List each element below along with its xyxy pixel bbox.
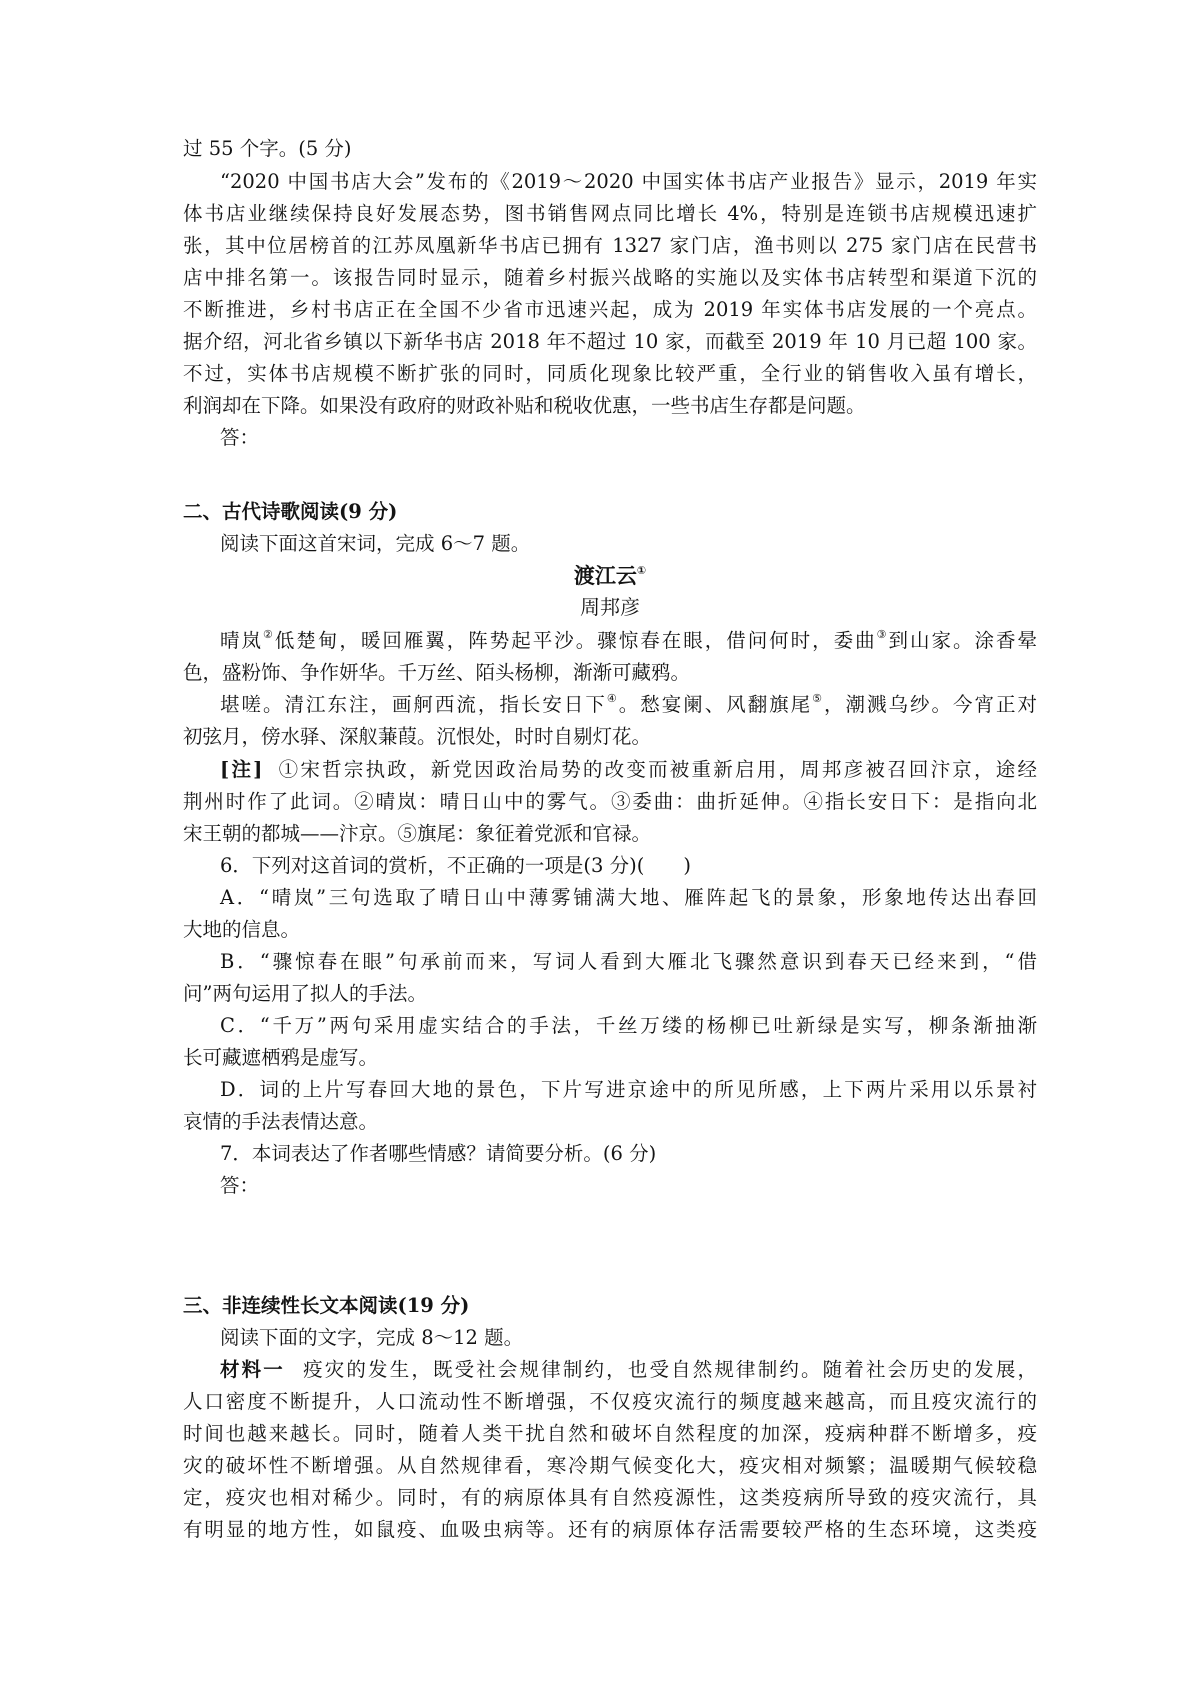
note-line: 荆州时作了此词。②晴岚：晴日山中的雾气。③委曲：曲折延伸。④指长安日下：是指向北 — [183, 790, 1037, 813]
material-label: 材料一 — [220, 1358, 285, 1381]
passage-line: “2020 中国书店大会”发布的《2019～2020 中国实体书店产业报告》显示，2019 年实 — [220, 170, 1037, 193]
note-label: [注] — [220, 758, 263, 781]
footnote-mark: ⑤ — [812, 692, 825, 705]
poem-line: 色，盛粉饰、争作妍华。千万丝、陌头杨柳，渐渐可藏鸦。 — [183, 661, 691, 684]
option-c: C．“千万”两句采用虚实结合的手法，千丝万缕的杨柳已吐新绿是实写，柳条渐抽渐 — [220, 1014, 1037, 1037]
passage-line: 体书店业继续保持良好发展态势，图书销售网点同比增长 4%，特别是连锁书店规模迅速扩 — [183, 202, 1037, 225]
poem-line — [220, 629, 1037, 655]
material-line: 时间也越来越长。同时，随着人类干扰自然和破坏自然程度的加深，疫病种群不断增多，疫 — [183, 1422, 1037, 1445]
poem-text: 晴岚 — [220, 629, 263, 652]
footnote-mark: ③ — [876, 628, 889, 641]
poem-text: ，潮溅乌纱。今宵正对 — [824, 693, 1037, 716]
footnote-mark: ① — [636, 564, 647, 577]
poem-title-text: 渡江云 — [573, 564, 637, 588]
option-d-cont: 哀情的手法表情达意。 — [183, 1110, 379, 1133]
poem-line — [220, 693, 1037, 719]
footnote-mark: ④ — [606, 692, 619, 705]
section-intro: 阅读下面的文字，完成 8～12 题。 — [220, 1326, 524, 1349]
poem-line: 初弦月，傍水驿、深舣蒹葭。沉恨处，时时自剔灯花。 — [183, 725, 652, 748]
material-line: 定，疫灾也相对稀少。同时，有的病原体具有自然疫源性，这类疫病所导致的疫灾流行，具 — [183, 1486, 1037, 1509]
option-c-cont: 长可藏遮栖鸦是虚写。 — [183, 1046, 379, 1069]
material-line: 人口密度不断提升，人口流动性不断增强，不仅疫灾流行的频度越来越高，而且疫灾流行的 — [183, 1390, 1037, 1413]
passage-line: 利润却在下降。如果没有政府的财政补贴和税收优惠，一些书店生存都是问题。 — [183, 394, 866, 417]
poem-text: 低楚甸，暖回雁翼，阵势起平沙。骤惊春在眼，借问何时，委曲 — [274, 629, 877, 652]
poem-title — [183, 564, 1037, 590]
question-7: 7．本词表达了作者哪些情感？请简要分析。(6 分) — [220, 1142, 657, 1165]
option-d: D．词的上片写春回大地的景色，下片写进京途中的所见所感，上下两片采用以乐景衬 — [220, 1078, 1037, 1101]
passage-line: 不断推进，乡村书店正在全国不少省市迅速兴起，成为 2019 年实体书店发展的一个亮点。 — [183, 298, 1037, 321]
passage-line: 店中排名第一。该报告同时显示，随着乡村振兴战略的实施以及实体书店转型和渠道下沉的 — [183, 266, 1037, 289]
passage-line: 据介绍，河北省乡镇以下新华书店 2018 年不超过 10 家，而截至 2019 年 10 月已超 100 家。 — [183, 330, 1037, 353]
note-line — [220, 758, 1037, 784]
option-b: B．“骤惊春在眼”句承前而来，写词人看到大雁北飞骤然意识到春天已经来到，“借 — [220, 950, 1037, 973]
section-intro: 阅读下面这首宋词，完成 6～7 题。 — [220, 532, 531, 555]
poem-author: 周邦彦 — [580, 595, 640, 619]
poem-text: 。愁宴阑、风翻旗尾 — [618, 693, 813, 716]
note-line: 宋王朝的都城——汴京。⑤旗尾：象征着党派和官禄。 — [183, 822, 652, 845]
passage-line: 张，其中位居榜首的江苏凤凰新华书店已拥有 1327 家门店，渔书则以 275 家门店在民营书 — [183, 234, 1037, 257]
poem-text: 到山家。涂香晕 — [888, 629, 1037, 652]
question-6: 6．下列对这首词的赏析，不正确的一项是(3 分)( ) — [220, 854, 691, 877]
question-tail: 过 55 个字。(5 分) — [183, 137, 352, 160]
option-b-cont: 问”两句运用了拟人的手法。 — [183, 982, 427, 1005]
answer-label: 答： — [220, 426, 260, 449]
poem-text: 堪嗟。清江东注，画舸西流，指长安日下 — [220, 693, 607, 716]
material-text: 疫灾的发生，既受社会规律制约，也受自然规律制约。随着社会历史的发展， — [300, 1358, 1037, 1381]
material-line — [220, 1358, 1037, 1384]
section-heading: 二、古代诗歌阅读(9 分) — [183, 500, 398, 523]
passage-line: 不过，实体书店规模不断扩张的同时，同质化现象比较严重，全行业的销售收入虽有增长， — [183, 362, 1037, 385]
section-heading: 三、非连续性长文本阅读(19 分) — [183, 1294, 470, 1317]
answer-label: 答： — [220, 1174, 260, 1197]
option-a: A．“晴岚”三句选取了晴日山中薄雾铺满大地、雁阵起飞的景象，形象地传达出春回 — [220, 886, 1037, 909]
footnote-mark: ② — [263, 628, 275, 641]
material-line: 灾的破坏性不断增强。从自然规律看，寒冷期气候变化大，疫灾相对频繁；温暖期气候较稳 — [183, 1454, 1037, 1477]
material-line: 有明显的地方性，如鼠疫、血吸虫病等。还有的病原体存活需要较严格的生态环境，这类疫 — [183, 1518, 1037, 1541]
note-text: ①宋哲宗执政，新党因政治局势的改变而被重新启用，周邦彦被召回汴京，途经 — [276, 758, 1037, 781]
option-a-cont: 大地的信息。 — [183, 918, 301, 941]
